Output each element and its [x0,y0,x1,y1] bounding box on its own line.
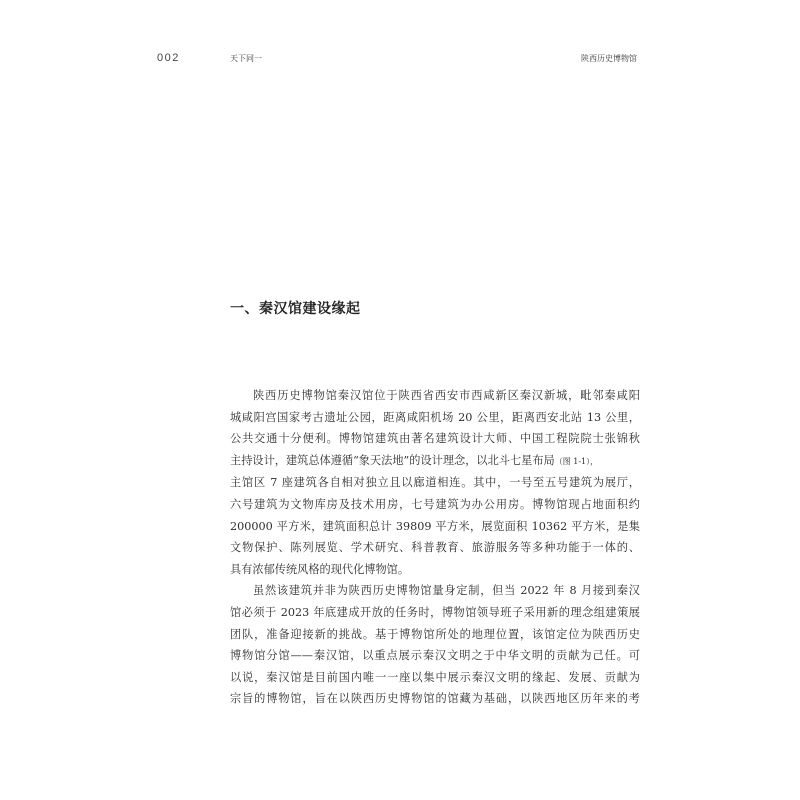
text-line-with-figure-ref [230,450,640,473]
text-line: 馆必须于 2023 年底建成开放的任务时，博物馆领导班子采用新的理念组建策展 [230,605,640,619]
text-line: 城咸阳宫国家考古遗址公园，距离咸阳机场 20 公里，距离西安北站 13 公里， [230,410,640,424]
text-line: 主馆区 7 座建筑各自相对独立且以廊道相连。其中，一号至五号建筑为展厅， [230,476,640,490]
text-line: 文物保护、陈列展览、学术研究、科普教育、旅游服务等多种功能于一体的、 [230,541,640,555]
text-line: 博物馆分馆——秦汉馆，以重点展示秦汉文明之于中华文明的贡献为己任。可 [230,649,640,663]
body-text [230,385,640,710]
paragraph-2 [230,580,640,710]
text-line-segment: 主持设计，建筑总体遵循“象天法地”的设计理念，以北斗七星布局 [230,453,555,467]
text-line: 具有浓郁传统风格的现代化博物馆。 [230,562,410,576]
text-line: 六号建筑为文物库房及技术用房，七号建筑为办公用房。博物馆现占地面积约 [230,497,640,511]
running-head-chapter-title: 陕西历史博物馆 [581,54,637,63]
text-line: 以说，秦汉馆是目前国内唯一一座以集中展示秦汉文明的缘起、发展、贡献为 [230,670,640,684]
running-head-book-title: 天下同一 [230,54,262,63]
text-line: 团队，准备迎接新的挑战。基于博物馆所处的地理位置，该馆定位为陕西历史 [230,627,640,641]
text-line: 公共交通十分便利。博物馆建筑由著名建筑设计大师、中国工程院院士张锦秋 [230,432,640,446]
text-line: 200000 平方米，建筑面积总计 39809 平方米，展览面积 10362 平方米，是集 [230,519,640,533]
text-line: 虽然该建筑并非为陕西历史博物馆量身定制，但当 2022 年 8 月接到秦汉 [253,584,640,598]
text-line: 陕西历史博物馆秦汉馆位于陕西省西安市西咸新区秦汉新城，毗邻秦咸阳 [253,389,640,402]
page-number: 002 [157,52,180,64]
section-title: 一、秦汉馆建设缘起 [230,301,361,317]
paragraph-1 [230,385,640,580]
figure-reference: （图 1-1）， [554,456,599,466]
text-line: 宗旨的博物馆，旨在以陕西历史博物馆的馆藏为基础，以陕西地区历年来的考 [230,692,640,706]
